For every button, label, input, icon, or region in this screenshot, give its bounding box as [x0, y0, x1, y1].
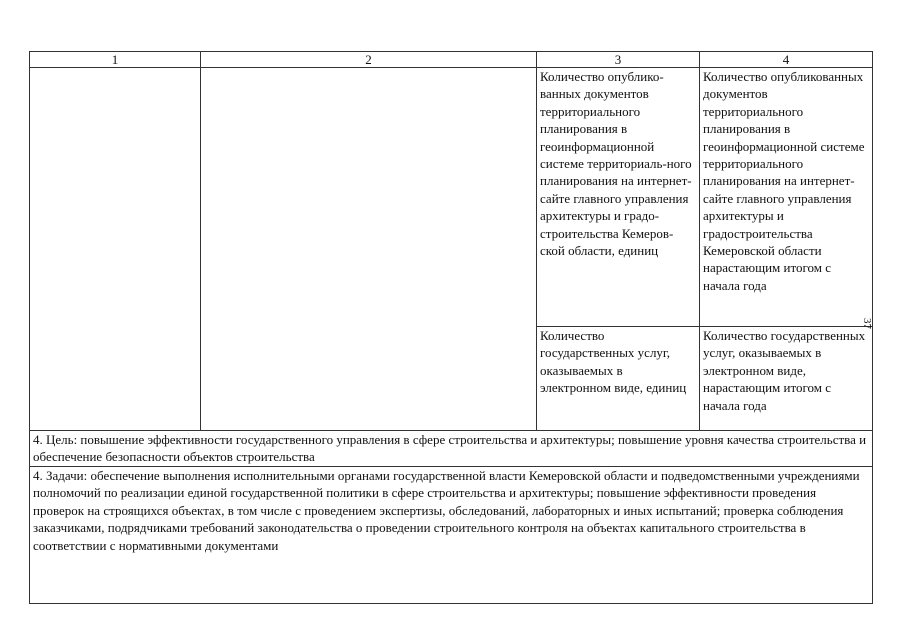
tasks-row [30, 467, 873, 604]
program-table [29, 51, 873, 604]
indicator-name-cell: Количество опублико-ванных документов территориального планирования в геоинформационной системе территориаль-ного планирования на интернет-сайте главного управления архитектуры и градо-строительства Кемеров-ской области, единиц [537, 68, 700, 327]
goal-row [30, 431, 873, 467]
indicator-name-cell: Количество государственных услуг, оказываемых в электронном виде, единиц [537, 327, 700, 431]
column-number-row [30, 52, 873, 68]
table-row [30, 68, 873, 327]
empty-cell-col2 [201, 68, 537, 431]
tasks-text: 4. Задачи: обеспечение выполнения исполнительными органами государственной власти Кемеровской области и подведомственными учреждениями полномочий по реализации единой государственной политики в сфере строительства и архитектуры; повышение эффективности проведения проверок на строящихся объектах, в том числе с проведением экспертизы, обследований, лабораторных и иных испытаний; проверка соблюдения заказчиками, подрядчиками требований законодательства о проведении строительного контроля на объектах капитального строительства в соответствии с нормативными документами [30, 467, 873, 604]
column-number-1: 1 [30, 52, 201, 68]
column-number-4: 4 [700, 52, 873, 68]
empty-cell-col1 [30, 68, 201, 431]
indicator-method-cell: Количество опубликованных документов территориального планирования в геоинформационной системе территориального планирования на интернет-сайте главного управления архитектуры и градостроительства Кемеровской области нарастающим итогом с начала года [700, 68, 873, 327]
indicator-method-cell: Количество государственных услуг, оказываемых в электронном виде, нарастающим итогом с начала года [700, 327, 873, 431]
column-number-2: 2 [201, 52, 537, 68]
column-number-3: 3 [537, 52, 700, 68]
page-number: 37 [861, 318, 873, 329]
goal-text: 4. Цель: повышение эффективности государственного управления в сфере строительства и архитектуры; повышение уровня качества строительства и обеспечение безопасности объектов строительства [30, 431, 873, 467]
